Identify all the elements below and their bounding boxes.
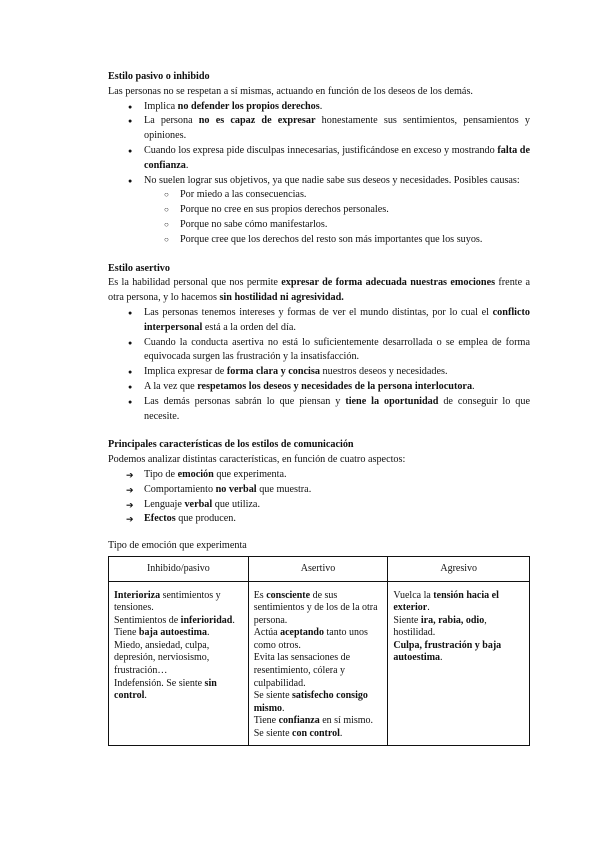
section-asertivo [108, 262, 530, 425]
list-item: ● Las demás personas sabrán lo que piensan y tiene la oportunidad de conseguir lo que necesite. [108, 395, 530, 425]
list-item: ○ Porque no sabe cómo manifestarlos. [108, 218, 530, 233]
section-pasivo [108, 70, 530, 248]
list-item: ● No suelen lograr sus objetivos, ya que nadie sabe sus deseos y necesidades. Posibles causas: ○ Por miedo a las consecuencias. ○ Porque no cree en sus propios derechos personales. ○ Porque no sabe cómo manifestarlos. ○ Porque cree que los derechos del resto son más importantes que los suyos. [108, 174, 530, 248]
section-title: Estilo asertivo [108, 262, 170, 274]
section-title: Principales características de los estilos de comunicación [108, 439, 354, 451]
bullet-list [108, 306, 530, 424]
list-item: ○ Porque no cree en sus propios derechos personales. [108, 203, 530, 218]
table-header: Agresivo [388, 556, 530, 581]
table-cell-agresivo: Vuelca la tensión hacia el exterior. Siente ira, rabia, odio, hostilidad. Culpa, frustración y baja autoestima. [388, 581, 530, 745]
list-item: ○ Por miedo a las consecuencias. [108, 188, 530, 203]
list-item: ● Las personas tenemos intereses y formas de ver el mundo distintas, por lo cual el conflicto interpersonal está a la orden del día. [108, 306, 530, 336]
list-item: ● Cuando la conducta asertiva no está lo suficientemente desarrollada o se emplea de forma equivocada surgen las frustración y la insatisfacción. [108, 336, 530, 366]
list-item: ➔ Tipo de emoción que experimenta. [108, 468, 530, 483]
bullet-list [108, 100, 530, 248]
section-intro: Es la habilidad personal que nos permite expresar de forma adecuada nuestras emociones frente a otra persona, y lo hacemos sin hostilidad ni agresividad. [108, 277, 531, 304]
table-header: Asertivo [248, 556, 388, 581]
sub-list [108, 188, 530, 247]
list-item: ● La persona no es capaz de expresar honestamente sus sentimientos, pensamientos y opiniones. [108, 114, 530, 144]
section-title: Estilo pasivo o inhibido [108, 71, 210, 82]
list-item: ○ Porque cree que los derechos del resto son más importantes que los suyos. [108, 233, 530, 248]
list-item: ➔ Efectos que producen. [108, 512, 530, 527]
table-header: Inhibido/pasivo [109, 556, 249, 581]
list-item: ➔ Lenguaje verbal que utiliza. [108, 498, 530, 513]
list-item: ● Implica expresar de forma clara y concisa nuestros deseos y necesidades. [108, 365, 530, 380]
section-intro: Podemos analizar distintas características, en función de cuatro aspectos: [108, 454, 406, 466]
arrow-list [108, 468, 530, 527]
section-principales [108, 438, 530, 527]
table-row [109, 581, 530, 745]
table-header-row [109, 556, 530, 581]
table-cell-pasivo: Interioriza sentimientos y tensiones. Sentimientos de inferioridad. Tiene baja autoestima. Miedo, ansiedad, culpa, depresión, nerviosismo, frustración… Indefensión. Se siente sin control. [109, 581, 249, 745]
emotion-table [108, 556, 530, 746]
document-page [108, 70, 530, 746]
section-intro: Las personas no se respetan a sí mismas, actuando en función de los deseos de los demás. [108, 85, 473, 97]
table-cell-asertivo: Es consciente de sus sentimientos y de los de la otra persona. Actúa aceptando tanto unos como otros. Evita las sensaciones de resentimiento, cólera y culpabilidad. Se siente satisfecho consigo mismo. Tiene confianza en sí mismo. Se siente con control. [248, 581, 388, 745]
list-item: ● A la vez que respetamos los deseos y necesidades de la persona interlocutora. [108, 380, 530, 395]
list-item: ● Implica no defender los propios derechos. [108, 100, 530, 115]
list-item: ● Cuando los expresa pide disculpas innecesarias, justificándose en exceso y mostrando falta de confianza. [108, 144, 530, 174]
list-item: ➔ Comportamiento no verbal que muestra. [108, 483, 530, 498]
table-caption: Tipo de emoción que experimenta [108, 540, 247, 552]
